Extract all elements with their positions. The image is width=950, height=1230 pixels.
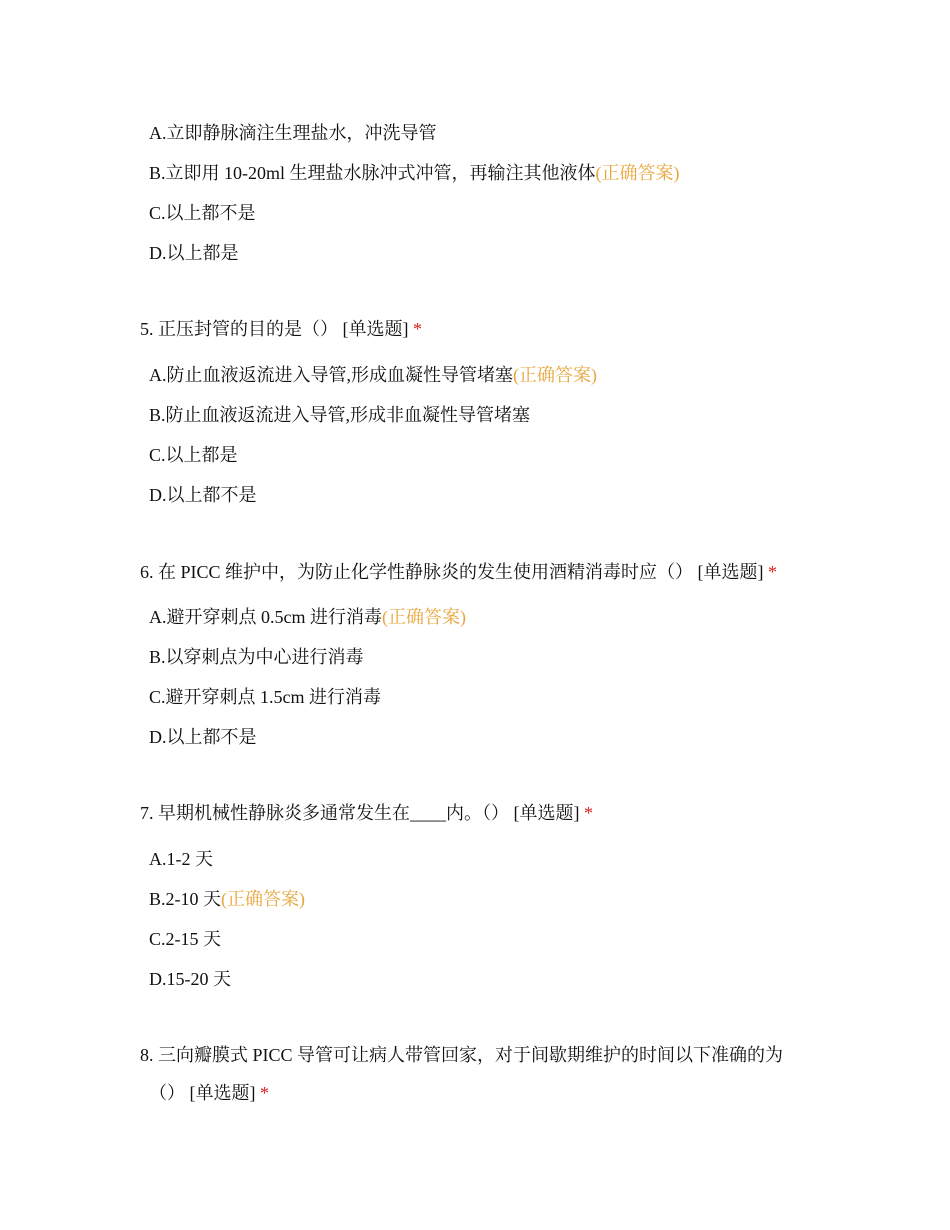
question-8-title-line-2 [149, 1081, 269, 1105]
question-6-title [140, 560, 777, 584]
question-text: 5. 正压封管的目的是（） [单选题] [140, 319, 409, 339]
option-text: C.以上都不是 [149, 203, 256, 223]
option-text: D.以上都不是 [149, 485, 257, 505]
question-5-title [140, 317, 422, 341]
option-text: D.以上都不是 [149, 727, 257, 747]
option-text: D.15-20 天 [149, 969, 231, 989]
question-text: （） [单选题] [149, 1083, 256, 1103]
required-mark: * [584, 803, 593, 823]
question-8-title-line-1 [140, 1043, 783, 1067]
q4-option-b [149, 161, 680, 185]
correct-answer-badge: (正确答案) [513, 365, 597, 385]
q4-option-d [149, 241, 239, 265]
q7-option-d [149, 967, 231, 991]
required-mark: * [413, 319, 422, 339]
required-mark: * [768, 562, 778, 582]
q6-option-c [149, 685, 381, 709]
option-text: A.避开穿刺点 0.5cm 进行消毒 [149, 607, 382, 627]
q4-option-a [149, 121, 437, 145]
correct-answer-badge: (正确答案) [595, 163, 680, 183]
question-text: 8. 三向瓣膜式 PICC 导管可让病人带管回家，对于间歇期维护的时间以下准确的为 [140, 1045, 784, 1065]
question-text: 6. 在 PICC 维护中，为防止化学性静脉炎的发生使用酒精消毒时应（） [单选题] [140, 562, 764, 582]
option-text: B.防止血液返流进入导管,形成非血凝性导管堵塞 [149, 405, 531, 425]
q6-option-b [149, 645, 364, 669]
option-text: A.1-2 天 [149, 849, 213, 869]
option-text: B.2-10 天 [149, 889, 221, 909]
q6-option-d [149, 725, 257, 749]
q4-option-c [149, 201, 256, 225]
option-text: A.防止血液返流进入导管,形成血凝性导管堵塞 [149, 365, 513, 385]
q5-option-d [149, 483, 257, 507]
option-text: B.立即用 10-20ml 生理盐水脉冲式冲管，再输注其他液体 [149, 163, 596, 183]
question-text: 7. 早期机械性静脉炎多通常发生在____内。（） [单选题] [140, 803, 580, 823]
question-7-title [140, 801, 593, 825]
option-text: B.以穿刺点为中心进行消毒 [149, 647, 364, 667]
q7-option-a [149, 847, 213, 871]
q7-option-c [149, 927, 221, 951]
option-text: C.2-15 天 [149, 929, 221, 949]
q6-option-a [149, 605, 466, 629]
option-text: C.避开穿刺点 1.5cm 进行消毒 [149, 687, 381, 707]
option-text: C.以上都是 [149, 445, 238, 465]
q5-option-a [149, 363, 597, 387]
q5-option-b [149, 403, 530, 427]
option-text: A.立即静脉滴注生理盐水，冲洗导管 [149, 123, 437, 143]
correct-answer-badge: (正确答案) [382, 607, 466, 627]
q7-option-b [149, 887, 305, 911]
option-text: D.以上都是 [149, 243, 239, 263]
required-mark: * [260, 1083, 269, 1103]
q5-option-c [149, 443, 238, 467]
correct-answer-badge: (正确答案) [221, 889, 305, 909]
